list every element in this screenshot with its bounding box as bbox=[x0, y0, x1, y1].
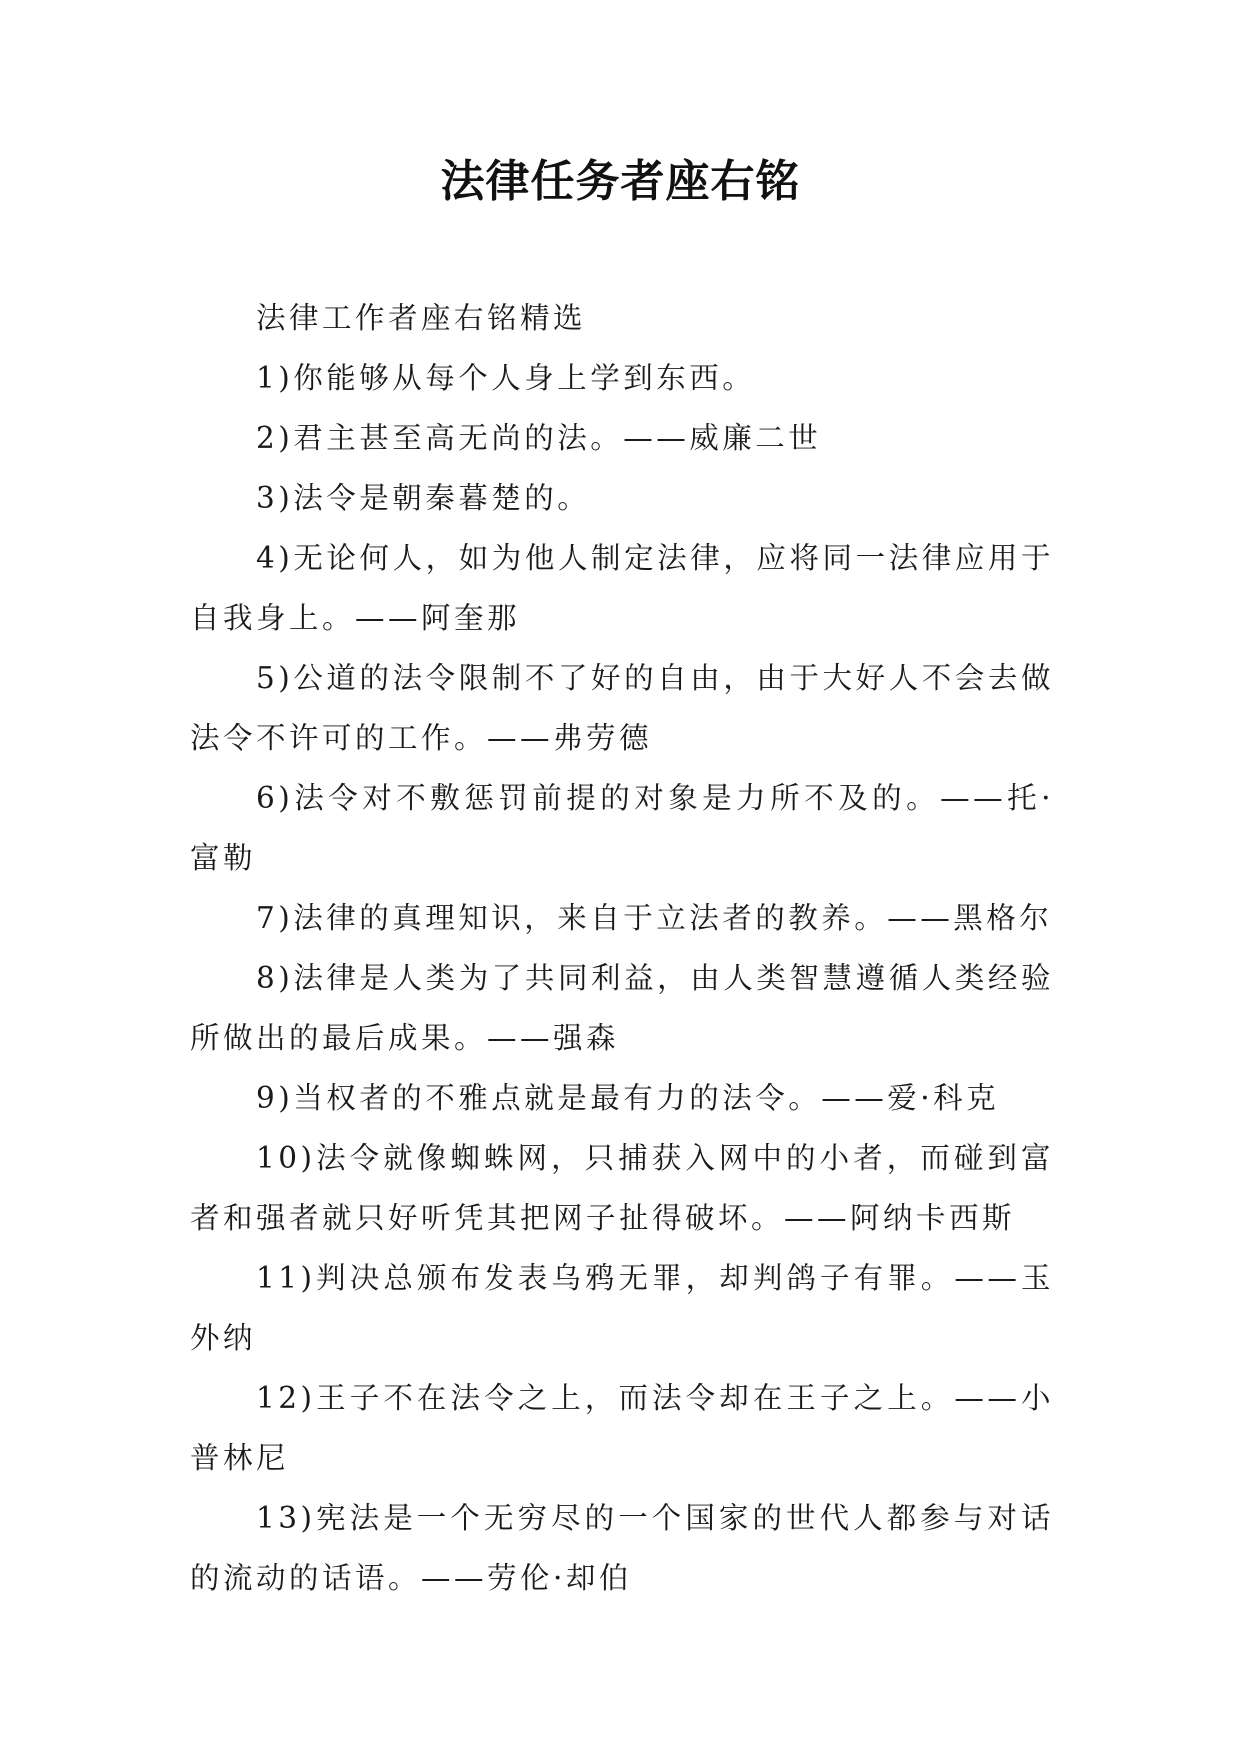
quote-paragraph: 7)法律的真理知识，来自于立法者的教养。——黑格尔 bbox=[256, 901, 1053, 935]
quote-paragraph: 2)君主甚至高无尚的法。——威廉二世 bbox=[256, 421, 822, 455]
quote-paragraph: 3)法令是朝秦暮楚的。 bbox=[256, 481, 591, 515]
quote-paragraph: 4)无论何人，如为他人制定法律，应将同一法律应用于自我身上。——阿奎那 bbox=[190, 541, 1054, 635]
quote-paragraph: 13)宪法是一个无穷尽的一个国家的世代人都参与对话的流动的话语。——劳伦·却伯 bbox=[190, 1501, 1054, 1595]
quote-paragraph: 8)法律是人类为了共同利益，由人类智慧遵循人类经验所做出的最后成果。——强森 bbox=[190, 961, 1054, 1055]
document-title: 法律任务者座右铭 bbox=[440, 156, 801, 207]
quote-paragraph: 9)当权者的不雅点就是最有力的法令。——爱·科克 bbox=[256, 1081, 1000, 1115]
quote-paragraph: 10)法令就像蜘蛛网，只捕获入网中的小者，而碰到富者和强者就只好听凭其把网子扯得破坏。——阿纳卡西斯 bbox=[190, 1141, 1054, 1235]
paragraph-heading: 法律工作者座右铭精选 bbox=[256, 301, 587, 335]
quote-paragraph: 11)判决总颁布发表乌鸦无罪，却判鸽子有罪。——玉外纳 bbox=[190, 1261, 1054, 1355]
quote-paragraph: 1)你能够从每个人身上学到东西。 bbox=[256, 361, 756, 395]
quote-paragraph: 12)王子不在法令之上，而法令却在王子之上。——小普林尼 bbox=[190, 1381, 1054, 1475]
quote-paragraph: 6)法令对不敷惩罚前提的对象是力所不及的。——托·富勒 bbox=[190, 781, 1054, 875]
document-body bbox=[190, 288, 1054, 1608]
quote-paragraph: 5)公道的法令限制不了好的自由，由于大好人不会去做法令不许可的工作。——弗劳德 bbox=[190, 661, 1054, 755]
